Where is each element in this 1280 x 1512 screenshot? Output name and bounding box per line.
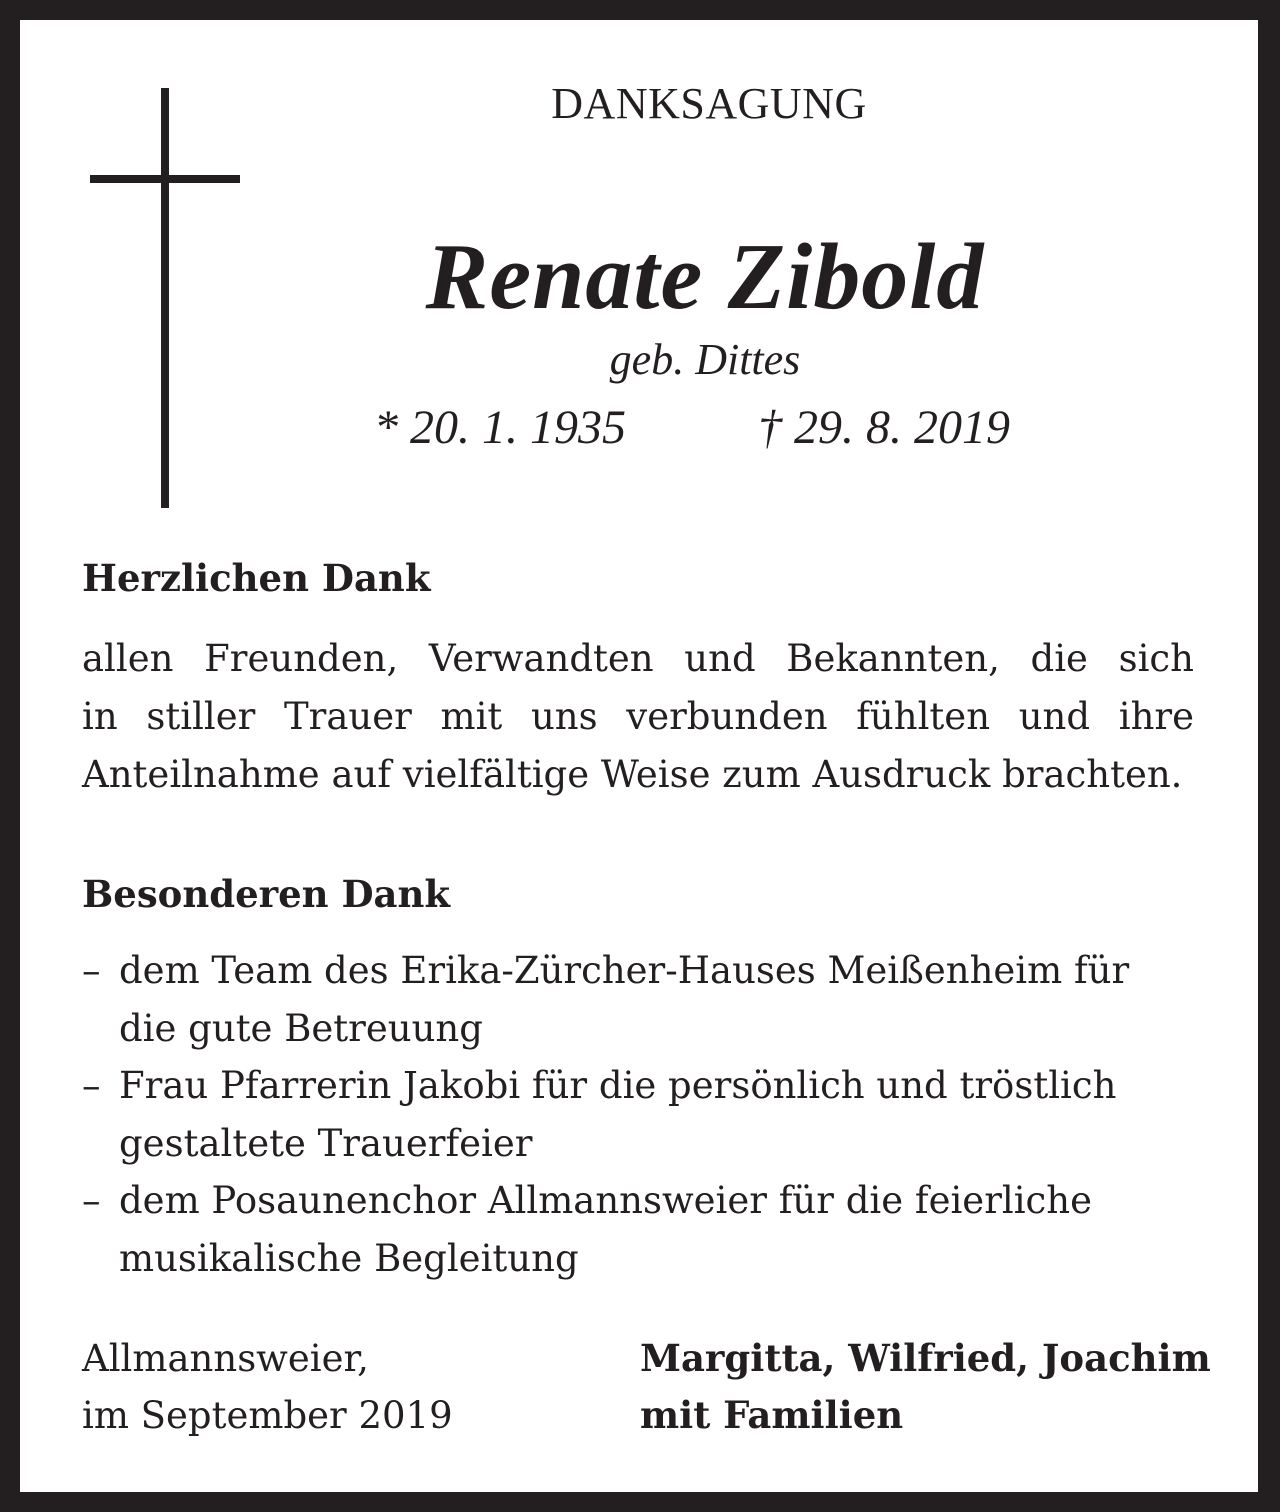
dash-mark: –: [82, 1064, 101, 1107]
list-item-line: die gute Betreuung: [119, 1006, 483, 1050]
cross-icon: [161, 88, 169, 508]
thanks-line: Anteilnahme auf vielfältige Weise zum Ausdruck brachten.: [82, 753, 1183, 796]
cross-icon-bar: [90, 175, 240, 183]
death-date: † 29. 8. 2019: [758, 401, 1010, 454]
list-item-line: dem Posaunenchor Allmannsweier für die feierliche: [119, 1179, 1093, 1222]
thanks-line: allen Freunden, Verwandten und Bekannten, die sich: [82, 637, 1194, 680]
signatory-line: Margitta, Wilfried, Joachim: [640, 1336, 1211, 1380]
signatory-line: mit Familien: [640, 1393, 904, 1437]
place-line: Allmannsweier,: [82, 1337, 369, 1380]
maiden-name: geb. Dittes: [609, 335, 801, 384]
thanks-line: in stiller Trauer mit uns verbunden fühlten und ihre: [82, 695, 1194, 738]
dash-mark: –: [82, 949, 101, 992]
special-thanks-title: Besonderen Dank: [82, 872, 451, 916]
list-item: [82, 1172, 1202, 1287]
signatories: [640, 1330, 1211, 1444]
thanks-title: Herzlichen Dank: [82, 556, 431, 600]
birth-date: * 20. 1. 1935: [374, 401, 626, 454]
notice-heading: DANKSAGUNG: [551, 79, 867, 128]
list-item-line: musikalische Begleitung: [119, 1236, 579, 1280]
dash-mark: –: [82, 1179, 101, 1222]
deceased-name: Renate Zibold: [425, 225, 985, 329]
special-thanks-list: [82, 942, 1202, 1287]
list-item-line: dem Team des Erika-Zürcher-Hauses Meißenheim für: [119, 949, 1130, 992]
list-item: [82, 1057, 1202, 1172]
list-item-line: Frau Pfarrerin Jakobi für die persönlich und tröstlich: [119, 1064, 1117, 1107]
list-item: [82, 942, 1202, 1057]
thanks-text: [82, 630, 1194, 804]
place-and-date: [82, 1330, 453, 1444]
date-line: im September 2019: [82, 1394, 453, 1437]
list-item-line: gestaltete Trauerfeier: [119, 1121, 533, 1165]
